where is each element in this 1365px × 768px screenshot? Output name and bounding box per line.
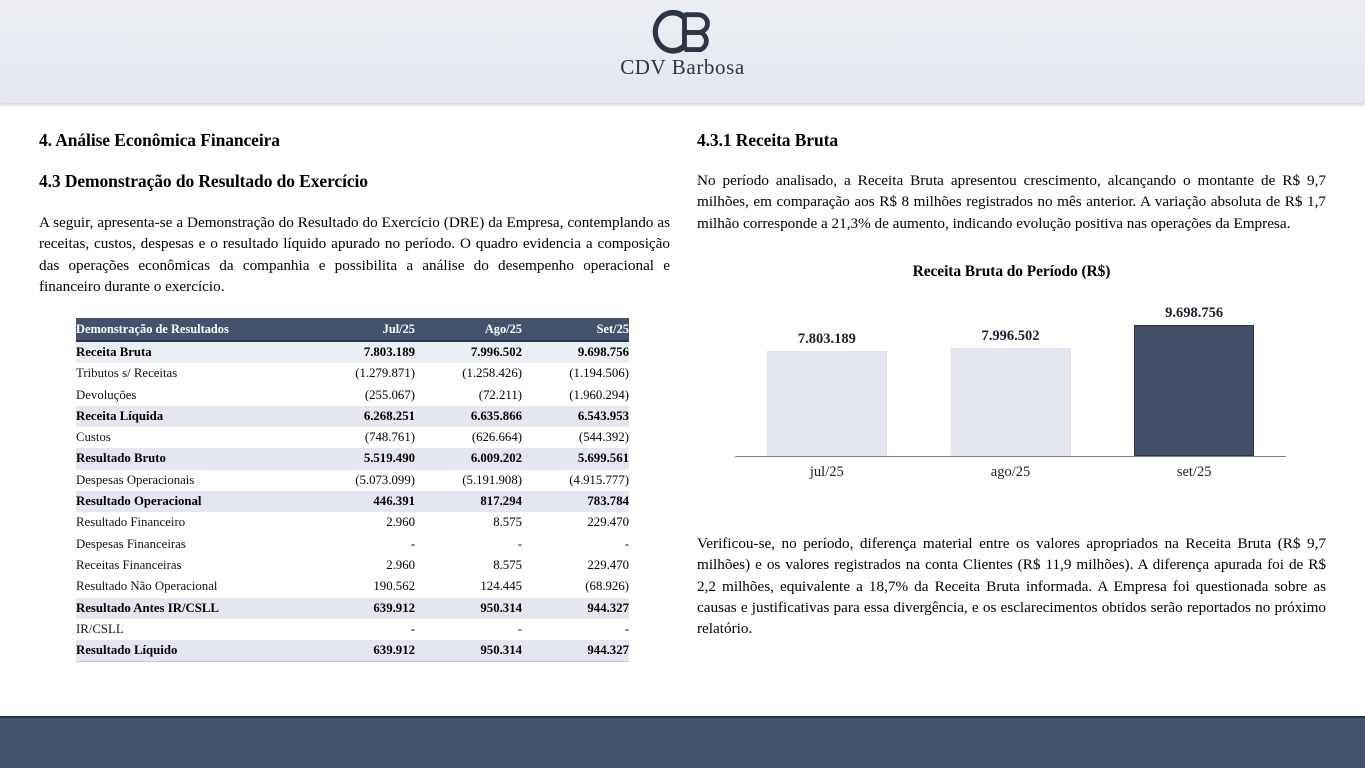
column-header-label: Demonstração de Resultados	[76, 318, 308, 341]
chart-bar	[767, 351, 887, 456]
brand-logo	[0, 8, 1365, 80]
row-value: -	[415, 534, 522, 555]
row-label: Resultado Bruto	[76, 448, 308, 469]
brand-name: CDV Barbosa	[620, 55, 745, 79]
page-footer	[0, 716, 1365, 768]
table-row	[76, 406, 629, 427]
row-value: (5.073.099)	[308, 470, 415, 491]
row-value: 190.562	[308, 576, 415, 597]
row-value: (4.915.777)	[522, 470, 629, 491]
row-value: 124.445	[415, 576, 522, 597]
row-value: 9.698.756	[522, 341, 629, 363]
row-label: Resultado Operacional	[76, 491, 308, 512]
row-value: 229.470	[522, 555, 629, 576]
row-value: (5.191.908)	[415, 470, 522, 491]
table-row	[76, 427, 629, 448]
row-value: 7.996.502	[415, 341, 522, 363]
row-value: -	[415, 619, 522, 640]
row-label: IR/CSLL	[76, 619, 308, 640]
row-value: 817.294	[415, 491, 522, 512]
table-row	[76, 448, 629, 469]
dre-table	[76, 318, 629, 662]
row-value: (1.194.506)	[522, 363, 629, 384]
page-content	[0, 103, 1365, 716]
row-value: 229.470	[522, 512, 629, 533]
row-label: Receita Líquida	[76, 406, 308, 427]
row-value: 6.635.866	[415, 406, 522, 427]
row-value: 950.314	[415, 598, 522, 619]
row-value: 7.803.189	[308, 341, 415, 363]
chart-bar	[951, 348, 1071, 456]
revenue-paragraph: No período analisado, a Receita Bruta apresentou crescimento, alcançando o montante de R$ 9,7 milhões, em comparação aos R$ 8 milhões registrados no mês anterior. A variação absoluta de R$ 1,7 milhão corresponde a 21,3% de aumento, indicando evolução positiva nas operações da Empresa.	[697, 172, 1326, 232]
row-value: (544.392)	[522, 427, 629, 448]
table-row	[76, 512, 629, 533]
row-value: 944.327	[522, 598, 629, 619]
row-value: (255.067)	[308, 385, 415, 406]
row-value: 639.912	[308, 640, 415, 662]
chart-bar	[1134, 325, 1254, 456]
chart-category-label: set/25	[1176, 464, 1212, 480]
row-value: 783.784	[522, 491, 629, 512]
row-value: 8.575	[415, 555, 522, 576]
column-header-jul: Jul/25	[308, 318, 415, 341]
dre-table-body	[76, 341, 629, 662]
row-value: 5.699.561	[522, 448, 629, 469]
row-value: (68.926)	[522, 576, 629, 597]
row-value: (748.761)	[308, 427, 415, 448]
table-row	[76, 555, 629, 576]
row-value: 944.327	[522, 640, 629, 662]
row-value: (1.279.871)	[308, 363, 415, 384]
chart-bar-value-label: 7.803.189	[797, 331, 856, 347]
section-title-4-3: 4.3 Demonstração do Resultado do Exercício	[39, 171, 368, 191]
row-value: 5.519.490	[308, 448, 415, 469]
row-value: 2.960	[308, 555, 415, 576]
column-header-ago: Ago/25	[415, 318, 522, 341]
row-value: -	[522, 534, 629, 555]
row-value: -	[522, 619, 629, 640]
table-row	[76, 640, 629, 662]
row-value: (626.664)	[415, 427, 522, 448]
intro-paragraph: A seguir, apresenta-se a Demonstração do Resultado do Exercício (DRE) da Empresa, contemplando as receitas, custos, despesas e o resultado líquido apurado no período. O quadro evidencia a composição das operações econômicas da companhia e possibilita a análise do desempenho operacional e financeiro durante o exercício.	[39, 214, 670, 295]
row-value: 6.009.202	[415, 448, 522, 469]
dre-table-container	[76, 318, 629, 662]
row-value: 446.391	[308, 491, 415, 512]
row-value: (1.258.426)	[415, 363, 522, 384]
chart-bar-value-label: 7.996.502	[981, 328, 1040, 344]
row-value: 639.912	[308, 598, 415, 619]
chart-category-label: ago/25	[990, 464, 1031, 480]
section-title-4: 4. Análise Econômica Financeira	[39, 130, 280, 150]
dre-table-head	[76, 318, 629, 341]
dre-header-row	[76, 318, 629, 341]
chart-plot-area	[697, 291, 1326, 483]
table-row	[76, 598, 629, 619]
row-label: Receitas Financeiras	[76, 555, 308, 576]
row-value: 6.268.251	[308, 406, 415, 427]
row-label: Despesas Financeiras	[76, 534, 308, 555]
table-row	[76, 470, 629, 491]
row-label: Resultado Não Operacional	[76, 576, 308, 597]
row-label: Receita Bruta	[76, 341, 308, 363]
row-value: 8.575	[415, 512, 522, 533]
table-row	[76, 341, 629, 363]
row-value: (1.960.294)	[522, 385, 629, 406]
table-row	[76, 576, 629, 597]
section-title-4-3-1: 4.3.1 Receita Bruta	[697, 130, 838, 150]
cb-monogram-icon	[635, 8, 731, 54]
row-value: 6.543.953	[522, 406, 629, 427]
row-value: -	[308, 534, 415, 555]
chart-category-label: jul/25	[809, 464, 844, 480]
table-row	[76, 619, 629, 640]
row-label: Resultado Líquido	[76, 640, 308, 662]
row-value: (72.211)	[415, 385, 522, 406]
row-value: 950.314	[415, 640, 522, 662]
row-label: Resultado Antes IR/CSLL	[76, 598, 308, 619]
verification-paragraph: Verificou-se, no período, diferença material entre os valores apropriados na Receita Bruta (R$ 9,7 milhões) e os valores registrados na conta Clientes (R$ 11,9 milhões). A diferença apurada foi de R$ 2,2 milhões, equivalente a 18,7% da Receita Bruta informada. A Empresa foi questionada sobre as causas e justificativas para essa divergência, e os esclarecimentos obtidos serão reportados no próximo relatório.	[697, 535, 1326, 638]
row-label: Tributos s/ Receitas	[76, 363, 308, 384]
table-row	[76, 363, 629, 384]
table-row	[76, 385, 629, 406]
receita-bruta-chart	[697, 263, 1326, 513]
row-label: Despesas Operacionais	[76, 470, 308, 491]
row-label: Custos	[76, 427, 308, 448]
table-row	[76, 491, 629, 512]
chart-title: Receita Bruta do Período (R$)	[912, 263, 1111, 280]
row-value: 2.960	[308, 512, 415, 533]
page-header	[0, 0, 1365, 103]
row-value: -	[308, 619, 415, 640]
row-label: Resultado Financeiro	[76, 512, 308, 533]
table-row	[76, 534, 629, 555]
chart-bar-value-label: 9.698.756	[1165, 305, 1224, 321]
row-label: Devoluções	[76, 385, 308, 406]
chart-x-axis	[735, 456, 1286, 457]
column-header-set: Set/25	[522, 318, 629, 341]
